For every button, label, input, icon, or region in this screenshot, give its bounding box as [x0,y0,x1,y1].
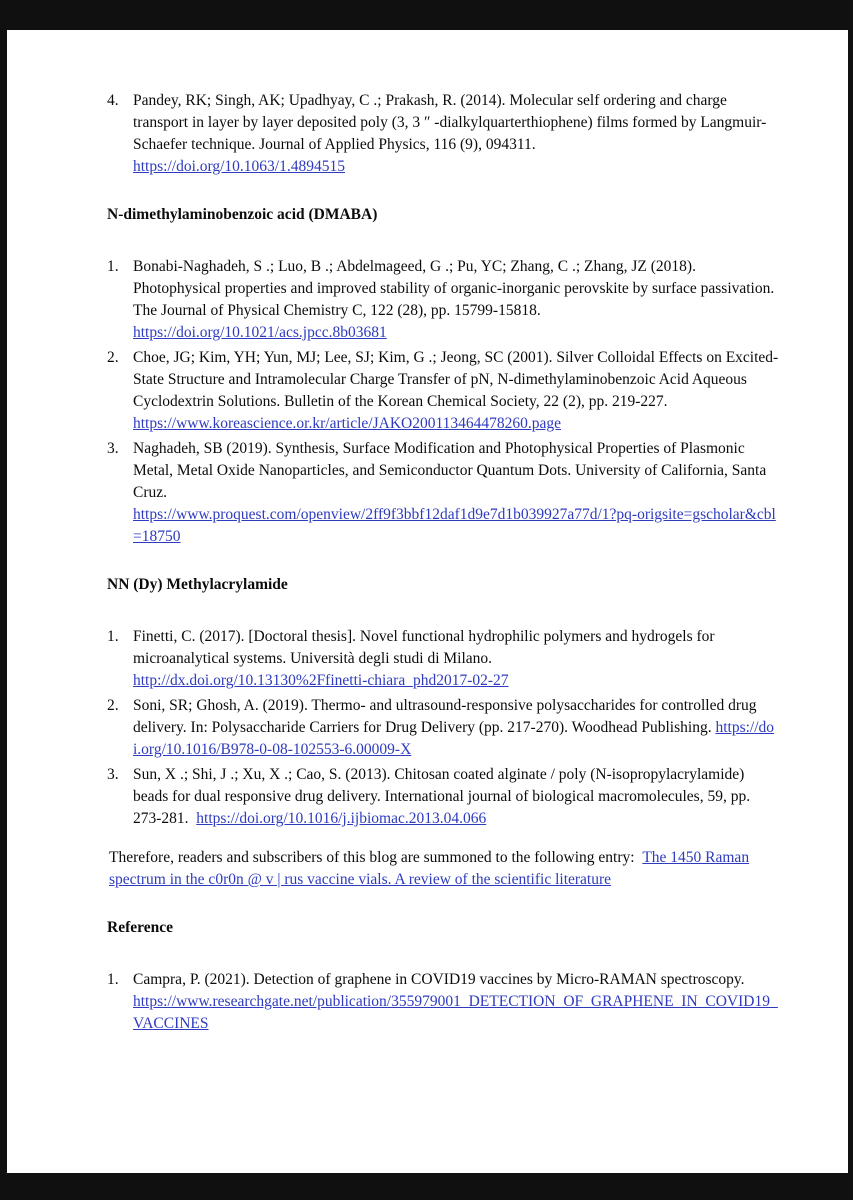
reference-number: 3. [107,440,119,457]
hyperlink[interactable]: http://dx.doi.org/10.13130%2Ffinetti-chiara_phd2017-02-27 [133,672,509,689]
reference-body [133,969,781,1035]
hyperlink[interactable]: https://www.koreascience.or.kr/article/JAKO200113464478260.page [133,415,562,432]
reference-number: 1. [107,971,119,988]
reference-item [107,969,781,1035]
reference-text: Choe, JG; Kim, YH; Yun, MJ; Lee, SJ; Kim, G .; Jeong, SC (2001). Silver Colloidal Effects on Excited-State Structure and Intramolecular Charge Transfer of pN, N-dimethylaminobenzoic Acid Aqueous Cyclodextrin Solutions. Bulletin of the Korean Chemical Society, 22 (2), pp. 219-227. [133,349,779,410]
references-content [7,30,848,1035]
hyperlink[interactable]: https://doi.org/10.1016/B978-0-08-102553-6.00009-X [133,719,775,758]
hyperlink[interactable]: https://doi.org/10.1063/1.4894515 [133,158,345,175]
reference-text: Campra, P. (2021). Detection of graphene in COVID19 vaccines by Micro-RAMAN spectroscopy. [133,971,745,988]
reference-number: 1. [107,628,119,645]
reference-number: 1. [107,258,119,275]
reference-item [107,347,781,435]
reference-body [133,256,781,344]
reference-item [107,764,781,830]
reference-number: 2. [107,349,119,366]
reference-text: Soni, SR; Ghosh, A. (2019). Thermo- and ultrasound-responsive polysaccharides for controlled drug delivery. In: Polysaccharide Carriers for Drug Delivery (pp. 217-270). Woodhead Publishing. [133,697,757,736]
reference-body [133,347,781,435]
reference-text: Bonabi-Naghadeh, S .; Luo, B .; Abdelmageed, G .; Pu, YC; Zhang, C .; Zhang, JZ (2018). Photophysical properties and improved stability of organic-inorganic perovskite by surface passivation. The Journal of Physical Chemistry C, 122 (28), pp. 15799-15818. [133,258,775,319]
paragraph [109,847,781,891]
reference-item [107,438,781,548]
reference-text: Finetti, C. (2017). [Doctoral thesis]. Novel functional hydrophilic polymers and hydrogels for microanalytical systems. Università degli studi di Milano. [133,628,715,667]
hyperlink[interactable]: The 1450 Raman spectrum in the c0r0n @ v | rus vaccine vials. A review of the scientific literature [109,849,750,888]
reference-body [133,90,781,178]
reference-body [133,626,781,692]
hyperlink[interactable]: https://www.proquest.com/openview/2ff9f3bbf12daf1d9e7d1b039927a77d/1?pq-origsite=gscholar&cbl=18750 [133,506,776,545]
section-heading: N-dimethylaminobenzoic acid (DMABA) [107,206,378,223]
hyperlink[interactable]: https://doi.org/10.1016/j.ijbiomac.2013.04.066 [196,810,487,827]
reference-text: Naghadeh, SB (2019). Synthesis, Surface Modification and Photophysical Properties of Plasmonic Metal, Metal Oxide Nanoparticles, and Semiconductor Quantum Dots. University of California, Santa Cruz. [133,440,767,501]
section-heading: Reference [107,919,173,936]
reference-text: Therefore, readers and subscribers of this blog are summoned to the following entry: [109,849,643,866]
reference-item [107,626,781,692]
reference-number: 4. [107,92,119,109]
reference-text: Sun, X .; Shi, J .; Xu, X .; Cao, S. (2013). Chitosan coated alginate / poly (N-isopropylacrylamide) beads for dual responsive drug delivery. International journal of biological macromolecules, 59, pp. 273-281. [133,766,751,827]
reference-body [133,764,781,830]
section-heading: NN (Dy) Methylacrylamide [107,576,288,593]
reference-text: Pandey, RK; Singh, AK; Upadhyay, C .; Prakash, R. (2014). Molecular self ordering and charge transport in layer by layer deposited poly (3, 3 ″ -dialkylquarterthiophene) films formed by Langmuir-Schaefer technique. Journal of Applied Physics, 116 (9), 094311. [133,92,767,153]
reference-item [107,695,781,761]
reference-number: 2. [107,697,119,714]
reference-item [107,256,781,344]
reference-body [133,695,781,761]
document-page [7,30,848,1173]
reference-body [133,438,781,548]
reference-number: 3. [107,766,119,783]
reference-item [107,90,781,178]
hyperlink[interactable]: https://www.researchgate.net/publication/355979001_DETECTION_OF_GRAPHENE_IN_COVID19_VACCINES [133,993,778,1032]
hyperlink[interactable]: https://doi.org/10.1021/acs.jpcc.8b03681 [133,324,387,341]
